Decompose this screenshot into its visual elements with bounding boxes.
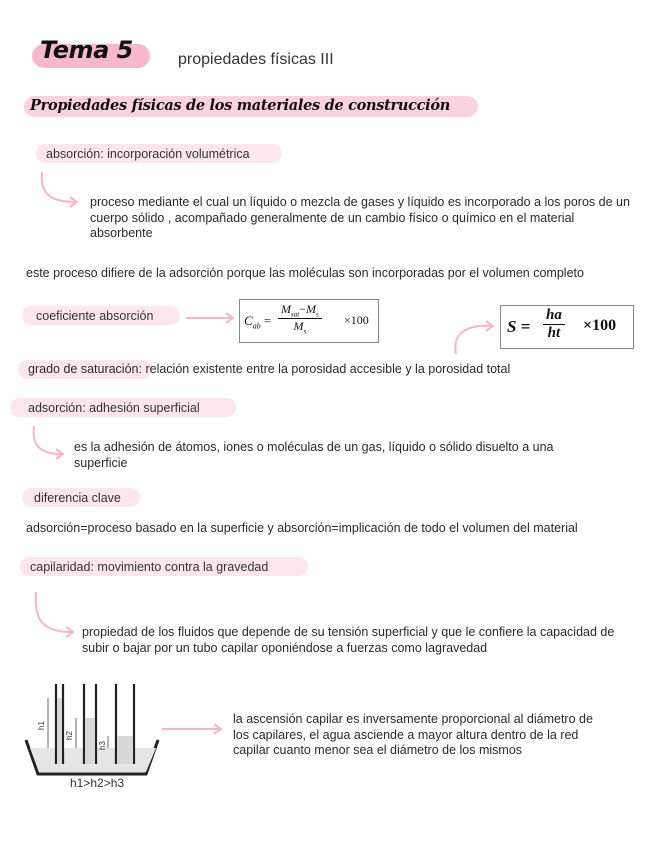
arrow-icon — [184, 310, 238, 324]
formula-saturacion: S = $\frac{ha}{ht}$ ×100 — [500, 305, 634, 349]
arrow-icon — [32, 590, 80, 644]
h3-label: h3 — [98, 741, 107, 750]
coeficiente-label: coeficiente absorción — [36, 309, 154, 323]
capilaridad-label: capilaridad: movimiento contra la gravedad — [30, 560, 269, 574]
arrow-icon — [30, 424, 70, 464]
page-subtitle: propiedades físicas III — [178, 51, 334, 68]
diferencia-label: diferencia clave — [34, 491, 121, 505]
arrow-icon — [38, 170, 84, 212]
h1-label: h1 — [37, 721, 46, 730]
saturacion-text: relación existente entre la porosidad accesible y la porosidad total — [145, 362, 511, 376]
section-heading: Propiedades físicas de los materiales de construcción — [30, 97, 450, 114]
page-title: Tema 5 — [40, 36, 133, 64]
adsorcion-label: adsorción: adhesión superficial — [28, 401, 200, 415]
absorcion-label: absorción: incorporación volumétrica — [46, 147, 250, 161]
absorcion-note: este proceso difiere de la adsorción porque las moléculas son incorporadas por el volumen completo — [26, 266, 584, 280]
absorcion-definition: proceso mediante el cual un líquido o mezcla de gases y líquido es incorporado a los poros de un cuerpo sólido , acompañado generalmente de un cambio físico o químico en el material absorbente — [90, 195, 630, 240]
diferencia-text: adsorción=proceso basado en la superficie y absorción=implicación de todo el volumen del material — [26, 521, 578, 535]
saturacion-line — [28, 362, 510, 378]
capilaridad-explanation: la ascensión capilar es inversamente proporcional al diámetro de los capilares, el agua asciende a mayor altura dentro de la red capilar cuanto menor sea el diámetro de los mismos — [233, 712, 593, 757]
arrow-icon — [160, 722, 226, 736]
arrow-icon — [452, 318, 498, 358]
capilaridad-definition: propiedad de los fluidos que depende de su tensión superficial y que le confiere la capacidad de subir o bajar por un tubo capilar oponiéndose a fuerzas como lagravedad — [82, 625, 615, 655]
formula-coeficiente: $C_{ab}$ = $M_{sat}-M_s$ $M_s$ ×100 — [239, 299, 379, 343]
h2-label: h2 — [65, 731, 74, 740]
adsorcion-definition: es la adhesión de átomos, iones o moléculas de un gas, líquido o sólido disuelto a una superficie — [74, 440, 554, 470]
saturacion-label: grado de saturación: — [28, 362, 142, 376]
diagram-caption: h1>h2>h3 — [70, 776, 125, 790]
